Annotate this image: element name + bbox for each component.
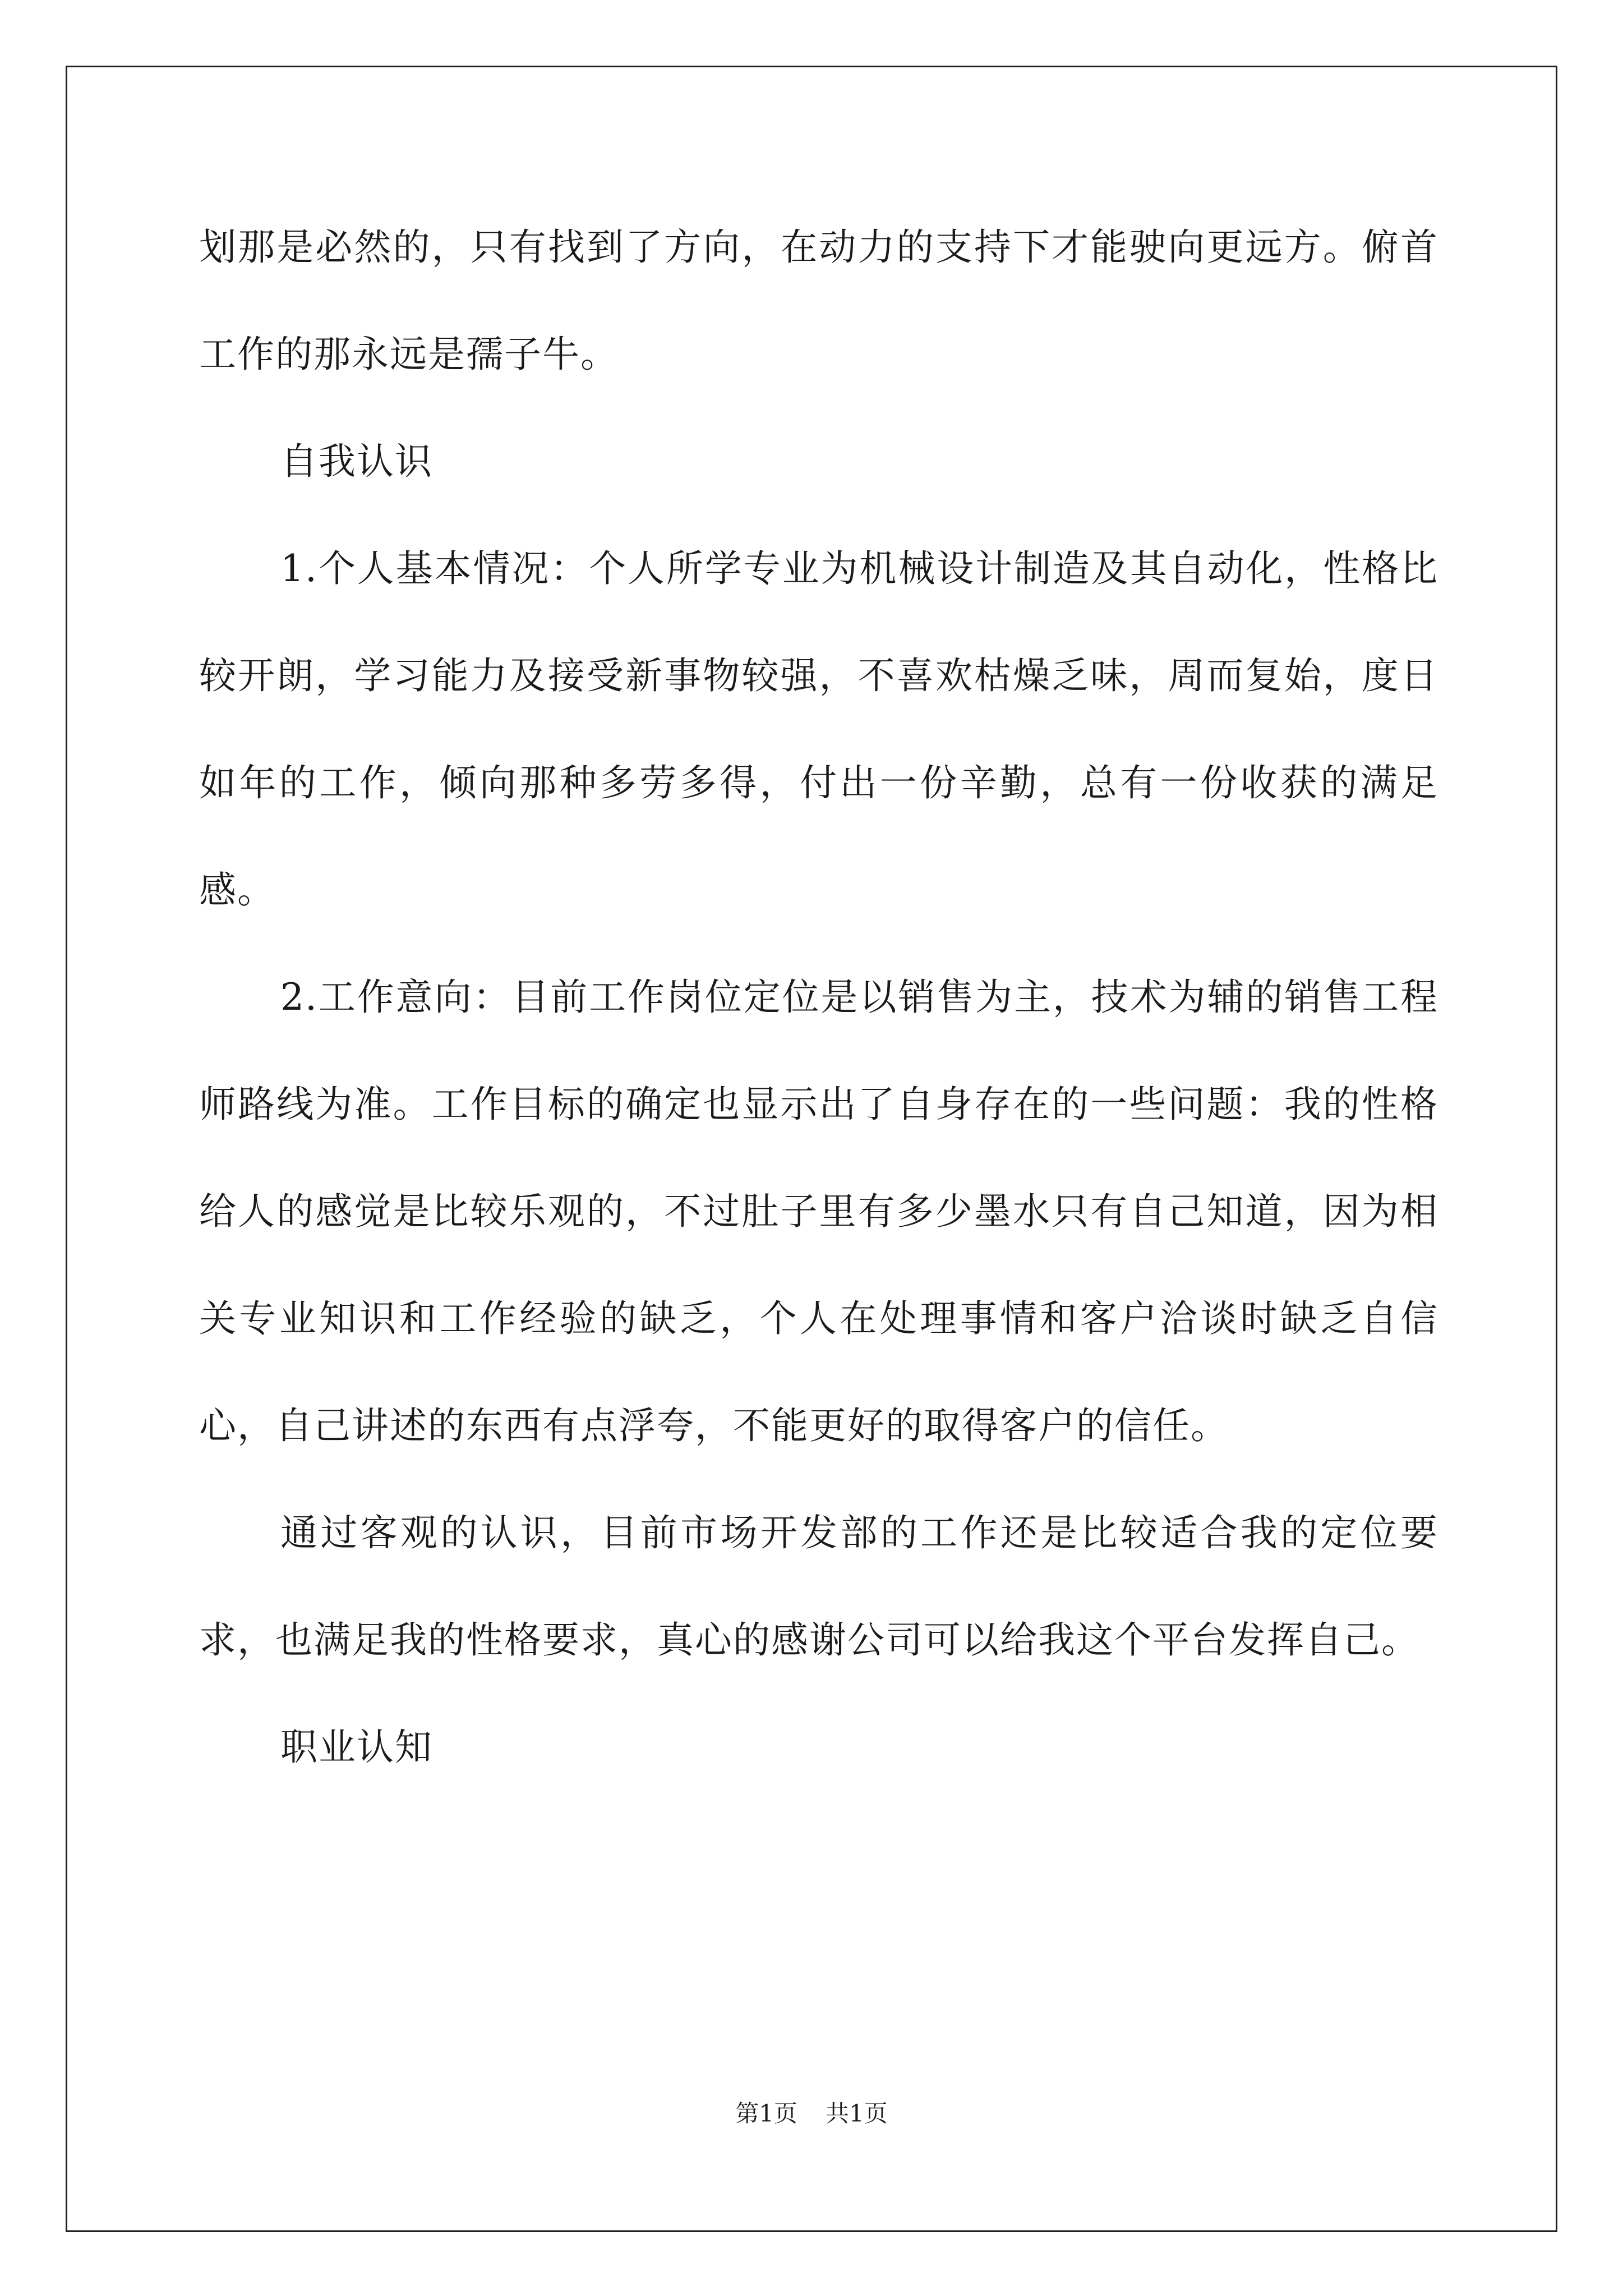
section-heading-career-cognition: 职业认知 — [280, 1726, 433, 1769]
section-heading-self-awareness: 自我认识 — [280, 440, 433, 483]
paragraph-objective-assessment: 通过客观的认识，目前市场开发部的工作还是比较适合我的定位要求，也满足我的性格要求，真心的感谢公司可以给我这个平台发挥自己。 — [199, 1511, 1438, 1662]
page-total: 共1页 — [826, 2100, 888, 2127]
page-number: 第1页 — [735, 2100, 797, 2127]
paragraph-personal-situation: 1.个人基本情况：个人所学专业为机械设计制造及其自动化，性格比较开朗，学习能力及接受新事物较强，不喜欢枯燥乏味，周而复始，度日如年的工作，倾向那种多劳多得，付出一份辛勤，总有一份收获的满足感。 — [199, 547, 1438, 912]
paragraph-continuation: 划那是必然的，只有找到了方向，在动力的支持下才能驶向更远方。俯首工作的那永远是孺子牛。 — [199, 226, 1438, 376]
document-body — [199, 194, 1438, 1801]
paragraph-work-intention: 2.工作意向：目前工作岗位定位是以销售为主，技术为辅的销售工程师路线为准。工作目标的确定也显示出了自身存在的一些问题：我的性格给人的感觉是比较乐观的，不过肚子里有多少墨水只有自己知道，因为相关专业知识和工作经验的缺乏，个人在处理事情和客户洽谈时缺乏自信心，自己讲述的东西有点浮夸，不能更好的取得客户的信任。 — [199, 976, 1438, 1447]
page-footer — [0, 2095, 1623, 2129]
